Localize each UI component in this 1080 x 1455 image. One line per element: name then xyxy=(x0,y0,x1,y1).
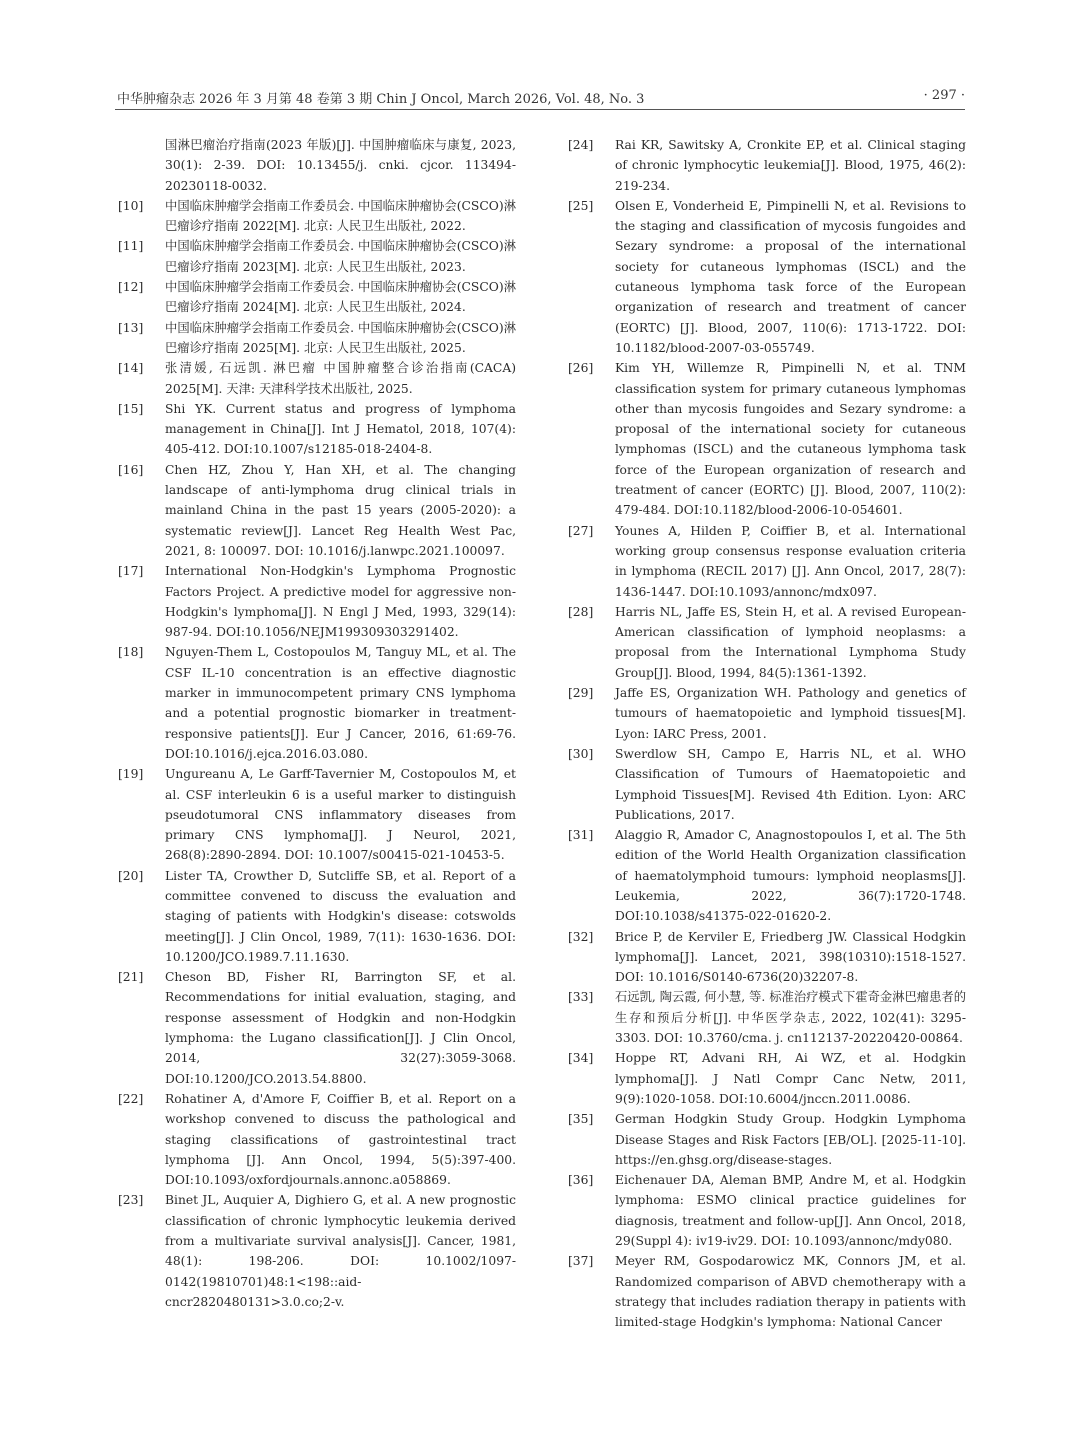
reference-entry xyxy=(118,277,516,318)
reference-number: [15] xyxy=(118,401,144,416)
reference-number: [21] xyxy=(118,970,144,985)
reference-entry xyxy=(568,825,966,926)
reference-entry xyxy=(118,399,516,460)
reference-text: 中国临床肿瘤学会指南工作委员会. 中国临床肿瘤协会(CSCO)淋巴瘤诊疗指南 2023[M]. 北京: 人民卫生出版社, 2023. xyxy=(165,239,516,274)
reference-number: [18] xyxy=(118,645,144,660)
reference-entry xyxy=(568,927,966,988)
reference-text: Chen HZ, Zhou Y, Han XH, et al. The changing landscape of anti-lymphoma drug clinical trials in mainland China in the past 15 years (2005-2020): a systematic review[J]. Lancet Reg Health West Pac, 2021, 8: 100097. DOI: 10.1016/j.lanwpc.2021.100097. xyxy=(165,462,516,558)
reference-number: [27] xyxy=(568,523,594,538)
reference-entry xyxy=(568,1048,966,1109)
reference-text: Ungureanu A, Le Garff-Tavernier M, Costopoulos M, et al. CSF interleukin 6 is a useful marker to distinguish pseudotumoral CNS inflammatory diseases from primary CNS lymphoma[J]. J Neurol, 2021, 268(8):2890-2894. DOI: 10.1007/s00415-021-10453-5. xyxy=(165,767,516,863)
reference-number: [20] xyxy=(118,868,144,883)
reference-number: [29] xyxy=(568,686,594,701)
reference-text: Rai KR, Sawitsky A, Cronkite EP, et al. Clinical staging of chronic lymphocytic leukemia[J]. Blood, 1975, 46(2): 219-234. xyxy=(615,138,966,193)
reference-text: Rohatiner A, d'Amore F, Coiffier B, et al. Report on a workshop convened to discuss the pathological and staging classifications of gastrointestinal tract lymphoma [J]. Ann Oncol, 1994, 5(5):397-400. DOI:10.1093/oxfordjournals.annonc.a058869. xyxy=(165,1091,516,1188)
reference-column-right xyxy=(568,135,966,1333)
reference-entry xyxy=(568,196,966,358)
reference-text: 中国临床肿瘤学会指南工作委员会. 中国临床肿瘤协会(CSCO)淋巴瘤诊疗指南 2022[M]. 北京: 人民卫生出版社, 2022. xyxy=(165,198,516,234)
reference-number: [22] xyxy=(118,1091,144,1106)
reference-entry xyxy=(568,744,966,825)
reference-number: [32] xyxy=(568,929,594,944)
reference-entry xyxy=(118,866,516,967)
reference-number: [14] xyxy=(118,361,144,376)
reference-text: Nguyen-Them L, Costopoulos M, Tanguy ML, et al. The CSF IL-10 concentration is an effective diagnostic marker in immunocompetent primary CNS lymphoma and a potential prognostic biomarker in treatment-responsive patients[J]. Eur J Cancer, 2016, 61:69-76. DOI:10.1016/j.ejca.2016.03.080. xyxy=(165,645,516,761)
reference-entry xyxy=(118,358,516,399)
reference-text: Alaggio R, Amador C, Anagnostopoulos I, et al. The 5th edition of the World Health Organization classification of haematolymphoid tumours: lymphoid neoplasms[J]. Leukemia, 2022, 36(7):1720-1748. DOI:10.1038/s41375-022-01620-2. xyxy=(615,828,966,924)
reference-entry xyxy=(118,642,516,764)
reference-entry xyxy=(118,318,516,359)
reference-text: 中国临床肿瘤学会指南工作委员会. 中国临床肿瘤协会(CSCO)淋巴瘤诊疗指南 2025[M]. 北京: 人民卫生出版社, 2025. xyxy=(165,320,516,355)
reference-text: Cheson BD, Fisher RI, Barrington SF, et al. Recommendations for initial evaluation, staging, and response assessment of Hodgkin and non-Hodgkin lymphoma: the Lugano classification[J]. J Clin Oncol, 2014, 32(27):3059-3068. DOI:10.1200/JCO.2013.54.8800. xyxy=(165,970,516,1086)
reference-entry xyxy=(568,521,966,602)
reference-entry xyxy=(118,561,516,642)
reference-text: 国淋巴瘤治疗指南(2023 年版)[J]. 中国肿瘤临床与康复, 2023, 30(1): 2-39. DOI: 10.13455/j. cnki. cjcor. 113494-20230118-0032. xyxy=(165,138,516,193)
reference-number: [37] xyxy=(568,1254,594,1269)
reference-text: Swerdlow SH, Campo E, Harris NL, et al. WHO Classification of Tumours of Haematopoietic and Lymphoid Tissues[M]. Revised 4th Edition. Lyon: ARC Publications, 2017. xyxy=(615,746,966,822)
journal-citation-header: 中华肿瘤杂志 2026 年 3 月第 48 卷第 3 期 Chin J Oncol, March 2026, Vol. 48, No. 3 xyxy=(117,92,645,107)
reference-number: [24] xyxy=(568,138,594,152)
reference-entry xyxy=(568,987,966,1048)
reference-text: International Non-Hodgkin's Lymphoma Prognostic Factors Project. A predictive model for aggressive non-Hodgkin's lymphoma[J]. N Engl J Med, 1993, 329(14): 987-94. DOI:10.1056/NEJM199309303291402. xyxy=(165,564,516,640)
reference-text: Shi YK. Current status and progress of lymphoma management in China[J]. Int J Hematol, 2018, 107(4): 405-412. DOI:10.1007/s12185-018-2404-8. xyxy=(165,401,516,457)
reference-number: [16] xyxy=(118,462,144,477)
reference-number: [33] xyxy=(568,990,594,1005)
reference-entry xyxy=(568,358,966,520)
reference-text: Olsen E, Vonderheid E, Pimpinelli N, et al. Revisions to the staging and classification of mycosis fungoides and Sezary syndrome: a proposal of the international society for cutaneous lymphomas (ISCL) and the cutaneous lymphoma task force of the European organization of research and treatment of cancer (EORTC) [J]. Blood, 2007, 110(6): 1713-1722. DOI: 10.1182/blood-2007-03-055749. xyxy=(615,198,966,355)
reference-text: Younes A, Hilden P, Coiffier B, et al. International working group consensus response evaluation criteria in lymphoma (RECIL 2017) [J]. Ann Oncol, 2017, 28(7): 1436-1447. DOI:10.1093/annonc/mdx097. xyxy=(615,523,966,599)
reference-text: Kim YH, Willemze R, Pimpinelli N, et al. TNM classification system for primary cutaneous lymphomas other than mycosis fungoides and Sezary syndrome: a proposal of the international society for cutaneous lymphomas (ISCL) and the cutaneous lymphoma task force of the European organization of research and treatment of cancer (EORTC) [J]. Blood, 2007, 110(2): 479-484. DOI:10.1182/blood-2006-10-054601. xyxy=(615,361,966,518)
reference-text: Hoppe RT, Advani RH, Ai WZ, et al. Hodgkin lymphoma[J]. J Natl Compr Canc Netw, 2011, 9(9):1020-1058. DOI:10.6004/jnccn.2011.0086. xyxy=(615,1051,966,1106)
reference-column-left xyxy=(118,135,516,1312)
reference-number: [34] xyxy=(568,1051,594,1066)
reference-number: [19] xyxy=(118,767,144,782)
reference-text: Meyer RM, Gospodarowicz MK, Connors JM, et al. Randomized comparison of ABVD chemotherapy with a strategy that includes radiation therapy in patients with limited-stage Hodgkin's lymphoma: National Cancer xyxy=(615,1254,966,1330)
reference-number: [11] xyxy=(118,239,144,254)
reference-number: [12] xyxy=(118,280,144,295)
reference-number: [26] xyxy=(568,361,594,376)
reference-number: [17] xyxy=(118,564,144,579)
reference-number: [25] xyxy=(568,198,594,213)
reference-entry xyxy=(118,196,516,237)
reference-text: Lister TA, Crowther D, Sutcliffe SB, et al. Report of a committee convened to discuss the evaluation and staging of patients with Hodgkin's disease: cotswolds meeting[J]. J Clin Oncol, 1989, 7(11): 1630-1636. DOI: 10.1200/JCO.1989.7.11.1630. xyxy=(165,868,516,964)
page-number: · 297 · xyxy=(923,88,965,103)
reference-text: Jaffe ES, Organization WH. Pathology and genetics of tumours of haematopoietic and lymphoid tissues[M]. Lyon: IARC Press, 2001. xyxy=(615,686,966,741)
reference-entry xyxy=(568,1251,966,1332)
reference-number: [36] xyxy=(568,1173,594,1188)
running-header xyxy=(117,86,965,108)
reference-entry xyxy=(118,236,516,277)
header-rule xyxy=(115,109,965,110)
reference-entry xyxy=(118,1089,516,1190)
reference-entry xyxy=(118,1190,516,1312)
reference-number: [10] xyxy=(118,198,144,213)
reference-entry xyxy=(568,683,966,744)
reference-number: [13] xyxy=(118,320,144,335)
reference-text: Brice P, de Kerviler E, Friedberg JW. Classical Hodgkin lymphoma[J]. Lancet, 2021, 398(10310):1518-1527. DOI: 10.1016/S0140-6736(20)32207-8. xyxy=(615,929,966,985)
reference-text: 张清媛, 石远凯. 淋巴瘤 中国肿瘤整合诊治指南(CACA) 2025[M]. 天津: 天津科学技术出版社, 2025. xyxy=(165,361,516,396)
reference-entry xyxy=(568,1109,966,1170)
reference-number: [35] xyxy=(568,1112,594,1127)
reference-entry xyxy=(118,764,516,865)
reference-entry xyxy=(118,135,516,196)
reference-entry xyxy=(568,1170,966,1251)
reference-entry xyxy=(118,967,516,1089)
reference-number: [30] xyxy=(568,746,594,761)
reference-text: 中国临床肿瘤学会指南工作委员会. 中国临床肿瘤协会(CSCO)淋巴瘤诊疗指南 2024[M]. 北京: 人民卫生出版社, 2024. xyxy=(165,280,516,315)
reference-text: 石远凯, 陶云霞, 何小慧, 等. 标准治疗模式下霍奇金淋巴瘤患者的生存和预后分析[J]. 中华医学杂志, 2022, 102(41): 3295-3303. DOI: 10.3760/cma. j. cn112137-20220420-00864. xyxy=(615,990,966,1046)
reference-entry xyxy=(118,460,516,561)
reference-number: [31] xyxy=(568,828,594,843)
reference-entry xyxy=(568,602,966,683)
reference-text: German Hodgkin Study Group. Hodgkin Lymphoma Disease Stages and Risk Factors [EB/OL]. [2025-11-10]. https://en.ghsg.org/disease-stages. xyxy=(615,1112,966,1167)
reference-text: Eichenauer DA, Aleman BMP, Andre M, et al. Hodgkin lymphoma: ESMO clinical practice guidelines for diagnosis, treatment and follow-up[J]. Ann Oncol, 2018, 29(Suppl 4): iv19-iv29. DOI: 10.1093/annonc/mdy080. xyxy=(615,1173,966,1249)
reference-text: Harris NL, Jaffe ES, Stein H, et al. A revised European-American classification of lymphoid neoplasms: a proposal from the International Lymphoma Study Group[J]. Blood, 1994, 84(5):1361-1392. xyxy=(615,604,966,680)
reference-number: [28] xyxy=(568,604,594,619)
reference-text: Binet JL, Auquier A, Dighiero G, et al. A new prognostic classification of chronic lymphocytic leukemia derived from a multivariate survival analysis[J]. Cancer, 1981, 48(1): 198-206. DOI: 10.1002/1097-0142(19810701)48:1<198::aid-cncr2820480131>3.0.co;2-v. xyxy=(165,1193,516,1309)
reference-number: [23] xyxy=(118,1193,144,1208)
reference-entry xyxy=(568,135,966,196)
